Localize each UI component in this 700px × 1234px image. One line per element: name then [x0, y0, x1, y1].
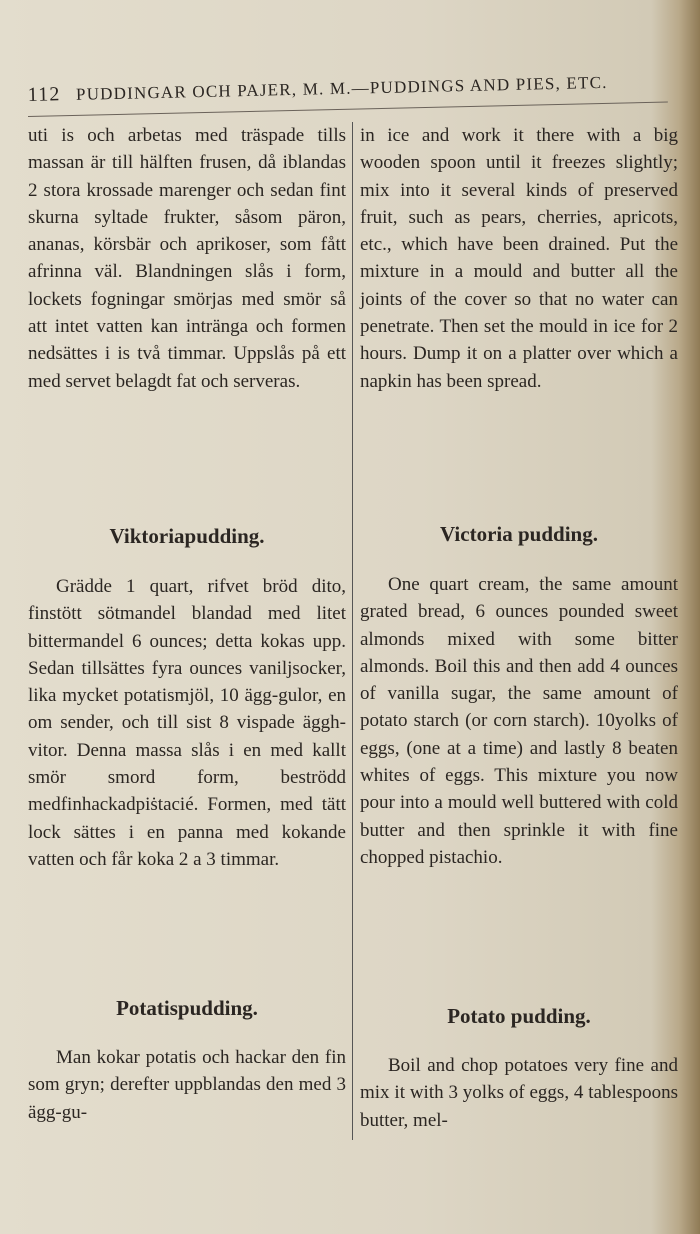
english-continuation	[360, 122, 678, 395]
swedish-continuation	[28, 122, 346, 395]
running-header	[27, 69, 667, 107]
english-paragraph-potato-pudding	[360, 1052, 678, 1134]
english-continuation-text: in ice and work it there with a big wooden spoon until it freezes slightly; mix into it several kinds of preserved fruit, such as pears, cherries, apricots, etc., which have been drained. Put the mixture in a mould and butter all the joints of the cover so that no water can penetrate. Then set the mould in ice for 2 hours. Dump it on a platter over which a napkin has been spread.	[360, 125, 678, 392]
swedish-viktoria-text: Grädde 1 quart, rifvet bröd dito, finstött sötmandel blandad med litet bittermandel 6 ounces; detta kokas upp. Sedan tillsättes fyra ounces vaniljsocker, lika mycket potatismjöl, 10 ägg-gulor, en om sender, och till sist 8 vispade äggh-vitor. Denna massa slås i en med kallt smör smord form, beströdd medfinhackadpiṡtacié. Formen, med tätt lock sättes i en panna med kokande vatten och får koka 2 a 3 timmar.	[28, 576, 346, 870]
english-paragraph-victoria-pudding	[360, 571, 678, 871]
english-heading-victoria-pudding: Victoria pudding.	[440, 522, 598, 546]
swedish-heading-potatispudding: Potatispudding.	[116, 996, 258, 1020]
swedish-potatis-text: Man kokar potatis och hackar den fin som gryn; derefter uppblandas den med 3 ägg-gu-	[28, 1047, 346, 1123]
swedish-paragraph-viktoriapudding	[28, 573, 346, 873]
page-number: 112	[27, 83, 61, 107]
english-victoria-text: One quart cream, the same amount grated bread, 6 ounces pounded sweet almonds mixed with some bitter almonds. Boil this and then add 4 ounces of vanilla sugar, the same amount of potato starch (or corn starch). 10yolks of eggs, (one at a time) and lastly 8 beaten whites of eggs. This mixture you now pour into a mould well buttered with cold butter and then sprinkle it with fine chopped pistachio.	[360, 574, 678, 868]
running-title: PUDDINGAR OCH PAJER, M. M.—PUDDINGS AND PIES, ETC.	[75, 72, 608, 104]
english-heading-potato-pudding: Potato pudding.	[447, 1004, 591, 1028]
column-divider	[352, 122, 353, 1140]
swedish-heading-viktoriapudding: Viktoriapudding.	[109, 524, 265, 548]
english-potato-text: Boil and chop potatoes very fine and mix it with 3 yolks of eggs, 4 tablespoons butter, mel-	[360, 1055, 678, 1131]
swedish-continuation-text: uti is och arbetas med träspade tills massan är till hälften frusen, då iblandas 2 stora krossade marenger och sedan fint skurna syltade frukter, såsom päron, ananas, körsbär och aprikoser, som fått afrinna väl. Blandningen slås i form, lockets fogningar smörjas med smör så att intet vatten kan intränga och formen nedsättes i is två timmar. Uppslås på ett med servet belagdt fat och serveras.	[28, 125, 346, 392]
swedish-paragraph-potatispudding	[28, 1044, 346, 1126]
